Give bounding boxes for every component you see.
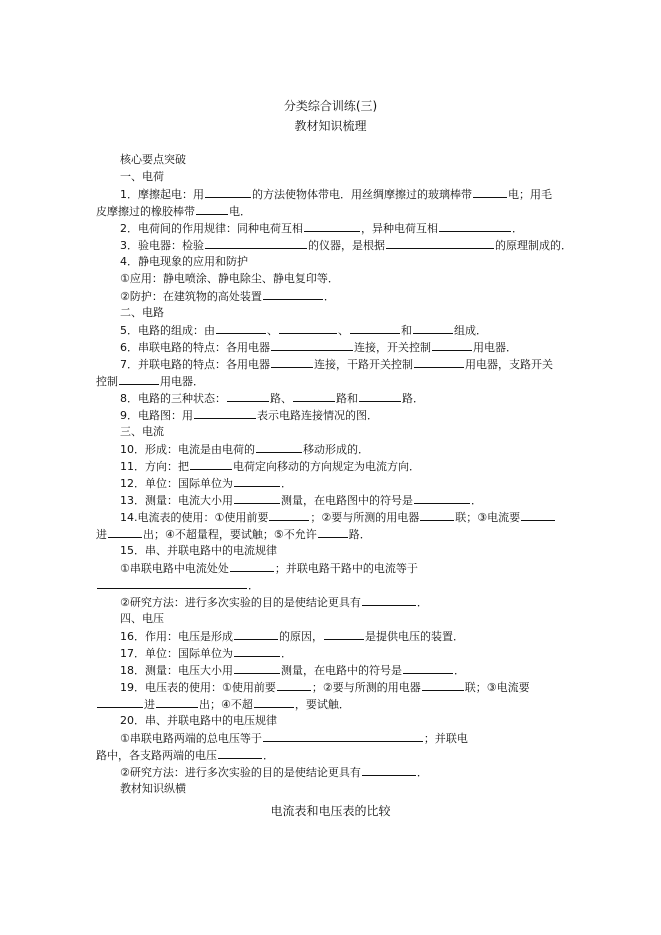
answer-blank[interactable] [234,492,280,504]
answer-blank[interactable] [216,322,266,334]
answer-blank[interactable] [318,526,348,538]
answer-blank[interactable] [350,322,400,334]
item-14-line-1: 14.电流表的使用：①使用前要 ；②要与所测的用电器 联；③电流要 [120,509,592,525]
item-10: 10．形成：电流是由电荷的 移动形成的． [120,443,369,456]
item-14-line-2: 进 出；④不超量程，要试触；⑤不允许 路． [96,528,371,541]
item-1-line-2: 皮摩擦过的橡胶棒带 电． [96,205,251,218]
item-7-line-2: 控制 用电器． [96,375,204,388]
answer-blank[interactable] [218,747,262,759]
answer-blank[interactable] [521,509,555,521]
item-8: 8．电路的三种状态： 路、 路和 路． [120,392,424,405]
answer-blank[interactable] [205,186,251,198]
answer-blank[interactable] [196,203,228,215]
answer-blank[interactable] [271,356,313,368]
answer-blank[interactable] [256,441,302,453]
item-6: 6．串联电路的特点：各用电器 连接，开关控制 用电器． [120,341,517,354]
answer-blank[interactable] [119,373,159,385]
page-subtitle: 教材知识梳理 [294,119,367,133]
answer-blank[interactable] [194,407,256,419]
answer-blank[interactable] [420,509,454,521]
answer-blank[interactable] [279,322,337,334]
item-18: 18．测量：电压大小用 测量，在电路中的符号是 ． [120,664,465,677]
answer-blank[interactable] [362,594,416,606]
item-4-apply: ①应用：静电喷涂、静电除尘、静电复印等． [120,272,339,285]
answer-blank[interactable] [359,390,401,402]
answer-blank[interactable] [432,339,472,351]
item-7-line-1: 7．并联电路的特点：各用电器 连接，干路开关控制 用电器，支路开关 [120,358,553,371]
section-heading-circuit: 二、电路 [120,306,164,319]
item-15-series-parallel: ①串联电路中电流处处 ；并联电路干路中的电流等于 [120,562,418,575]
item-4-protect: ②防护：在建筑物的高处装置 ． [120,290,335,303]
footer-heading: 教材知识纵横 [120,782,186,795]
item-19-line-1: 19．电压表的使用：①使用前要 ；②要与所测的用电器 联；③电流要 [120,681,530,694]
answer-blank[interactable] [324,628,364,640]
item-20-line-2: 路中，各支路两端的电压 ． [96,749,274,762]
answer-blank[interactable] [277,679,311,691]
item-20-line-1: ①串联电路两端的总电压等于 ；并联电 [120,732,468,745]
answer-blank[interactable] [413,322,453,334]
answer-blank[interactable] [269,509,309,521]
answer-blank[interactable] [473,186,507,198]
item-13: 13．测量：电流大小用 测量，在电路图中的符号是 ． [120,494,482,507]
item-17: 17．单位：国际单位为 ． [120,647,292,660]
answer-blank[interactable] [293,390,335,402]
answer-blank[interactable] [234,645,280,657]
answer-blank[interactable] [190,458,232,470]
page-title: 分类综合训练(三) [283,99,378,113]
item-15-method: ②研究方法：进行多次实验的目的是使结论更具有 ． [120,596,428,609]
comparison-title: 电流表和电压表的比较 [270,804,391,818]
item-1-line-1: 1．摩擦起电：用 的方法使物体带电．用丝绸摩擦过的玻璃棒带 电；用毛 [120,188,552,201]
item-2: 2．电荷间的作用规律：同种电荷互相 ，异种电荷互相 ． [120,222,523,235]
section-heading-voltage: 四、电压 [120,612,164,625]
item-4: 4．静电现象的应用和防护 [120,255,248,268]
answer-blank[interactable] [234,662,280,674]
answer-blank[interactable] [227,390,269,402]
answer-blank[interactable] [414,492,470,504]
item-12: 12．单位：国际单位为 ． [120,477,292,490]
item-20: 20．串、并联电路中的电压规律 [120,714,277,727]
item-15: 15．串、并联电路中的电流规律 [120,544,277,557]
answer-blank[interactable] [362,764,416,776]
item-3: 3．验电器：检验 的仪器，是根据 的原理制成的． [120,239,572,252]
answer-blank[interactable] [108,526,142,538]
item-15-line-2: ． [96,577,568,593]
answer-blank[interactable] [234,628,278,640]
answer-blank[interactable] [271,339,353,351]
section-heading-charge: 一、电荷 [120,170,164,183]
item-9: 9．电路图：用 表示电路连接情况的图． [120,409,378,422]
answer-blank[interactable] [263,730,423,742]
answer-blank[interactable] [97,577,247,589]
item-19-line-2: 进 出；④不超 ，要试触． [96,696,568,712]
core-heading: 核心要点突破 [120,153,186,166]
answer-blank[interactable] [205,237,307,249]
section-heading-current: 三、电流 [120,425,164,438]
item-16: 16．作用：电压是形成 的原因， 是提供电压的装置． [120,630,464,643]
answer-blank[interactable] [304,220,360,232]
answer-blank[interactable] [414,356,464,368]
answer-blank[interactable] [254,696,294,708]
answer-blank[interactable] [403,662,453,674]
answer-blank[interactable] [156,696,198,708]
answer-blank[interactable] [439,220,511,232]
answer-blank[interactable] [234,475,280,487]
answer-blank[interactable] [230,560,274,572]
item-11: 11．方向：把 电荷定向移动的方向规定为电流方向． [120,460,420,473]
answer-blank[interactable] [97,696,143,708]
answer-blank[interactable] [263,288,323,300]
answer-blank[interactable] [422,679,464,691]
item-5: 5．电路的组成：由 、 、 和 组成． [120,324,487,337]
item-20-method: ②研究方法：进行多次实验的目的是使结论更具有 ． [120,766,428,779]
answer-blank[interactable] [386,237,494,249]
